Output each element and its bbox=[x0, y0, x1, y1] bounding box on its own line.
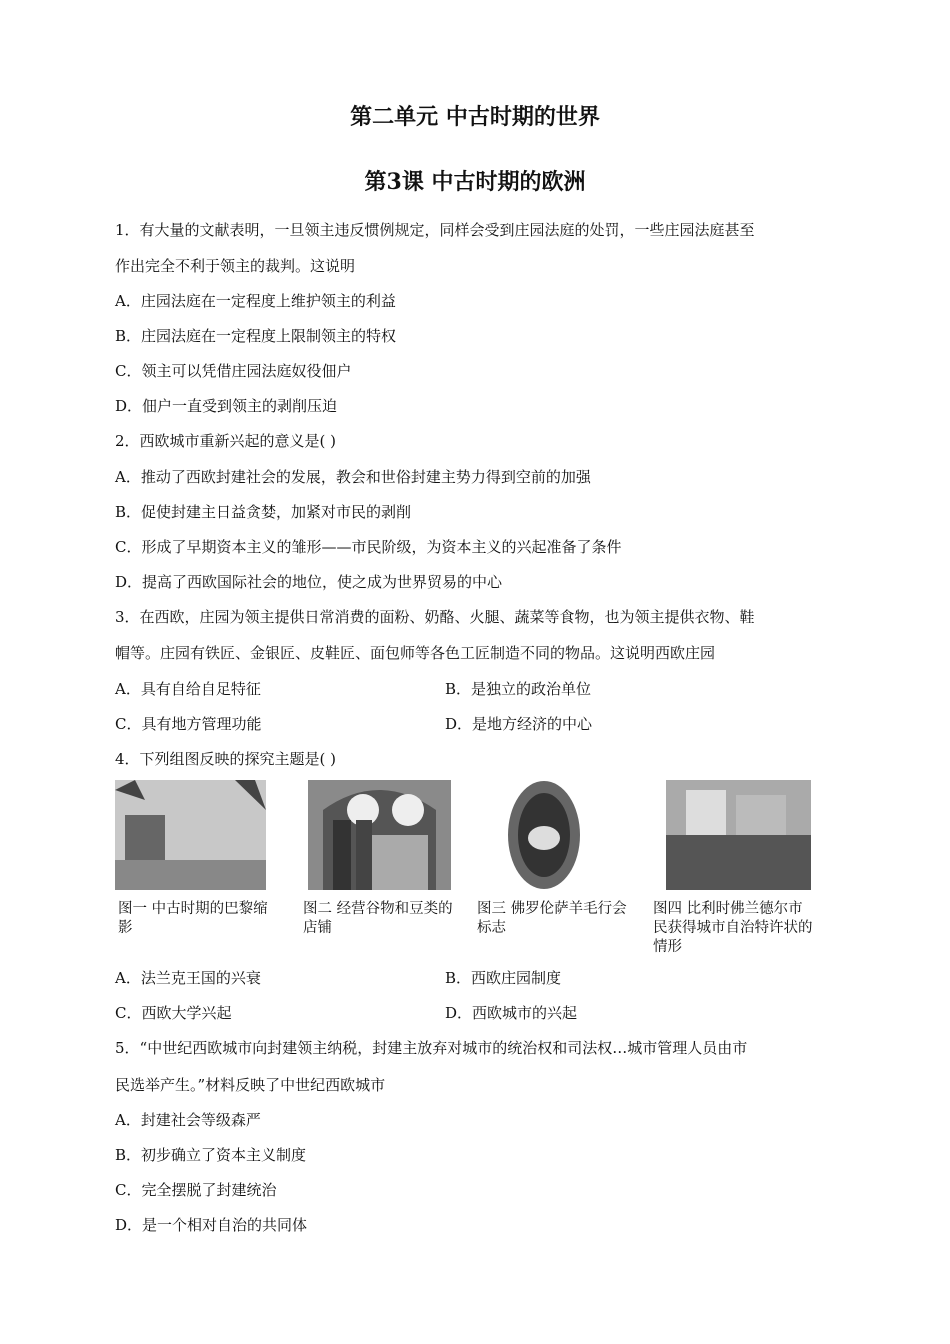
lesson-title: 第3课 中古时期的欧洲 bbox=[364, 169, 586, 195]
q5-option-c: C．完全摆脱了封建统治 bbox=[115, 1181, 277, 1199]
figure-caption-2: 图二 经营谷物和豆类的店铺 bbox=[303, 901, 453, 936]
q1-option-c: C．领主可以凭借庄园法庭奴役佃户 bbox=[115, 362, 352, 380]
q3-option-c: C．具有地方管理功能 bbox=[115, 715, 262, 733]
q3-option-d: D．是地方经济的中心 bbox=[445, 715, 593, 733]
q5-option-b: B．初步确立了资本主义制度 bbox=[115, 1146, 307, 1164]
q2-stem: 2．西欧城市重新兴起的意义是( ) bbox=[115, 432, 337, 450]
q5-option-a: A．封建社会等级森严 bbox=[115, 1111, 261, 1129]
q4-option-c: C．西欧大学兴起 bbox=[115, 1004, 232, 1022]
q4-option-d: D．西欧城市的兴起 bbox=[445, 1004, 578, 1022]
q5-stem: 5．“中世纪西欧城市向封建领主纳税，封建主放弃对城市的统治权和司法权…城市管理人员由市 bbox=[115, 1039, 748, 1057]
figure-caption-4: 图四 比利时佛兰德尔市民获得城市自治特许状的情形 bbox=[653, 901, 813, 955]
figure-charter-image bbox=[666, 780, 811, 890]
q1-option-a: A．庄园法庭在一定程度上维护领主的利益 bbox=[115, 292, 396, 310]
q2-option-c: C．形成了早期资本主义的雏形——市民阶级，为资本主义的兴起准备了条件 bbox=[115, 538, 622, 556]
q3-stem: 帽等。庄园有铁匠、金银匠、皮鞋匠、面包师等各色工匠制造不同的物品。这说明西欧庄园 bbox=[115, 644, 716, 662]
q4-option-b: B．西欧庄园制度 bbox=[445, 969, 562, 987]
q1-stem: 1．有大量的文献表明，一旦领主违反惯例规定，同样会受到庄园法庭的处罚，一些庄园法庭甚至 bbox=[115, 221, 755, 239]
q3-stem: 3．在西欧，庄园为领主提供日常消费的面粉、奶酪、火腿、蔬菜等食物，也为领主提供衣物、鞋 bbox=[115, 608, 755, 626]
unit-title: 第二单元 中古时期的世界 bbox=[350, 104, 600, 130]
q1-stem: 作出完全不利于领主的裁判。这说明 bbox=[115, 257, 356, 275]
q3-option-b: B．是独立的政治单位 bbox=[445, 680, 592, 698]
q1-option-d: D．佃户一直受到领主的剥削压迫 bbox=[115, 397, 338, 415]
q4-stem: 4．下列组图反映的探究主题是( ) bbox=[115, 750, 337, 768]
q4-option-a: A．法兰克王国的兴衰 bbox=[115, 969, 261, 987]
q2-option-d: D．提高了西欧国际社会的地位，使之成为世界贸易的中心 bbox=[115, 573, 503, 591]
q2-option-b: B．促使封建主日益贪婪，加紧对市民的剥削 bbox=[115, 503, 412, 521]
figure-caption-3: 图三 佛罗伦萨羊毛行会标志 bbox=[477, 901, 627, 936]
figure-paris-image bbox=[115, 780, 266, 890]
q5-option-d: D．是一个相对自治的共同体 bbox=[115, 1216, 308, 1234]
figure-caption-1: 图一 中古时期的巴黎缩影 bbox=[118, 901, 268, 936]
q1-option-b: B．庄园法庭在一定程度上限制领主的特权 bbox=[115, 327, 397, 345]
q2-option-a: A．推动了西欧封建社会的发展，教会和世俗封建主势力得到空前的加强 bbox=[115, 468, 591, 486]
q3-option-a: A．具有自给自足特征 bbox=[115, 680, 261, 698]
figure-shop-image bbox=[308, 780, 451, 890]
q5-stem: 民选举产生。”材料反映了中世纪西欧城市 bbox=[115, 1076, 386, 1094]
figure-guild-emblem-image bbox=[507, 780, 581, 890]
